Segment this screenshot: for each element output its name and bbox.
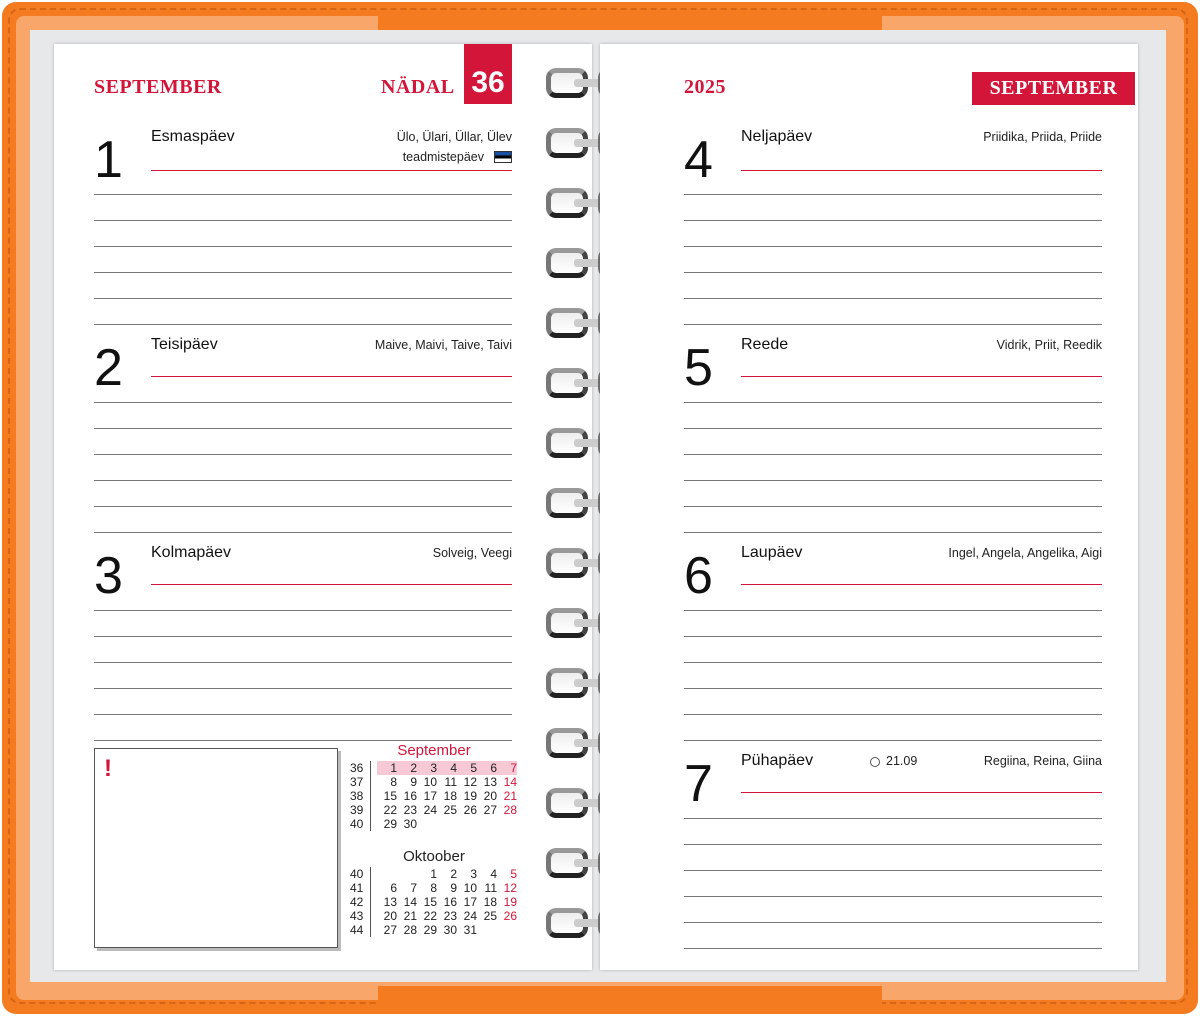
writing-line	[94, 324, 512, 325]
writing-line	[684, 844, 1102, 845]
writing-line	[94, 688, 512, 689]
writing-line	[684, 870, 1102, 871]
writing-line	[684, 610, 1102, 611]
week-number: 40	[350, 817, 364, 831]
week-number: 44	[350, 923, 364, 937]
mini-calendar-day: 25	[483, 909, 497, 923]
mini-calendar-day: 15	[383, 789, 397, 803]
mini-calendar-days	[377, 895, 517, 909]
day-number: 3	[94, 547, 123, 605]
writing-line	[684, 714, 1102, 715]
writing-line	[684, 272, 1102, 273]
week-number: 43	[350, 909, 364, 923]
mini-calendar-week-row	[350, 867, 518, 881]
mini-calendar-day: 10	[463, 881, 477, 895]
mini-calendar-days	[377, 817, 517, 831]
writing-line	[94, 246, 512, 247]
week-number-badge: 36	[464, 44, 512, 104]
mini-calendar-day: 1	[390, 761, 397, 775]
day-block-5	[684, 336, 1102, 536]
writing-line	[94, 454, 512, 455]
writing-line	[684, 532, 1102, 533]
mini-calendar-day: 28	[403, 923, 417, 937]
full-moon-icon	[870, 757, 880, 767]
mini-calendar-day: 6	[390, 881, 397, 895]
moon-date: 21.09	[886, 754, 918, 768]
mini-calendar-day: 5	[470, 761, 477, 775]
mini-calendar-day: 19	[463, 789, 477, 803]
holiday-label: teadmistepäev	[402, 150, 484, 164]
mini-calendar-days	[377, 775, 517, 789]
day-name: Kolmapäev	[151, 544, 232, 561]
mini-calendar-day	[397, 867, 417, 881]
mini-calendar-rows	[350, 761, 518, 831]
day-header-line	[151, 170, 512, 171]
mini-calendar-day: 26	[503, 909, 517, 923]
left-month-header: SEPTEMBER	[94, 76, 222, 98]
mini-calendar-day: 21	[503, 789, 517, 803]
week-number: 42	[350, 895, 364, 909]
mini-calendar-day: 21	[403, 909, 417, 923]
week-separator	[370, 909, 371, 923]
week-number: 36	[350, 761, 364, 775]
mini-calendar-days	[377, 803, 517, 817]
mini-calendar-day: 3	[470, 867, 477, 881]
mini-calendar-day: 4	[490, 867, 497, 881]
writing-line	[684, 480, 1102, 481]
writing-line	[94, 610, 512, 611]
writing-line	[684, 402, 1102, 403]
cover-band-top	[378, 10, 882, 32]
writing-line	[94, 220, 512, 221]
mini-calendar-day: 25	[443, 803, 457, 817]
right-page	[600, 44, 1138, 970]
week-separator	[370, 923, 371, 937]
mini-calendar-day: 12	[503, 881, 517, 895]
mini-calendar-day: 22	[383, 803, 397, 817]
mini-calendar-day: 6	[490, 761, 497, 775]
writing-line	[684, 506, 1102, 507]
mini-calendar-day: 4	[450, 761, 457, 775]
week-separator	[370, 895, 371, 909]
mini-calendar-day: 27	[483, 803, 497, 817]
mini-calendar-rows	[350, 867, 518, 937]
day-block-1	[94, 128, 512, 328]
mini-calendar-october	[350, 848, 518, 937]
day-number: 4	[684, 131, 713, 189]
writing-line	[684, 688, 1102, 689]
mini-calendar-day: 26	[463, 803, 477, 817]
mini-calendar-title: Oktoober	[403, 848, 465, 865]
mini-calendar-day: 7	[510, 761, 517, 775]
mini-calendar-day: 12	[463, 775, 477, 789]
day-name: Reede	[741, 336, 789, 353]
day-header-line	[741, 170, 1102, 171]
mini-calendar-week-row	[350, 803, 518, 817]
week-number: 40	[350, 867, 364, 881]
writing-line	[94, 298, 512, 299]
day-number: 7	[684, 755, 713, 813]
mini-calendar-day: 27	[383, 923, 397, 937]
mini-calendar-week-row	[350, 775, 518, 789]
mini-calendar-day	[477, 817, 497, 831]
day-header-line	[741, 584, 1102, 585]
estonian-flag-icon	[494, 151, 512, 163]
mini-calendar-day: 16	[443, 895, 457, 909]
mini-calendar-week-row	[350, 923, 518, 937]
mini-calendar-day	[477, 923, 497, 937]
day-name: Laupäev	[741, 544, 803, 561]
name-days: Ülo, Ülari, Üllar, Ülev	[396, 130, 512, 144]
day-block-2	[94, 336, 512, 536]
mini-calendar-day	[417, 817, 437, 831]
mini-calendar-days	[377, 923, 517, 937]
mini-calendar-day	[377, 867, 397, 881]
writing-line	[684, 818, 1102, 819]
writing-line	[94, 532, 512, 533]
writing-line	[94, 428, 512, 429]
mini-calendar-day: 3	[430, 761, 437, 775]
day-header-line	[151, 584, 512, 585]
week-separator	[370, 817, 371, 831]
mini-calendar-day: 17	[423, 789, 437, 803]
writing-line	[684, 896, 1102, 897]
mini-calendar-day: 1	[430, 867, 437, 881]
week-number: 41	[350, 881, 364, 895]
mini-calendar-day: 28	[503, 803, 517, 817]
cover-band-bottom	[378, 986, 882, 1008]
mini-calendar-day	[437, 817, 457, 831]
day-name: Teisipäev	[151, 336, 218, 353]
day-number: 2	[94, 339, 123, 397]
mini-calendar-day	[457, 817, 477, 831]
mini-calendar-day: 11	[484, 881, 497, 895]
mini-calendar-day: 29	[383, 817, 397, 831]
writing-line	[94, 636, 512, 637]
mini-calendar-day: 15	[423, 895, 437, 909]
day-block-4	[684, 128, 1102, 328]
mini-calendar-day: 29	[423, 923, 437, 937]
mini-calendar-day: 14	[503, 775, 517, 789]
week-number: 37	[350, 775, 364, 789]
day-header-line	[741, 376, 1102, 377]
left-page	[54, 44, 592, 970]
mini-calendar-days	[377, 789, 517, 803]
writing-line	[684, 298, 1102, 299]
mini-calendar-week-row	[350, 817, 518, 831]
notes-box[interactable]	[94, 748, 338, 948]
name-days: Priidika, Priida, Priide	[983, 130, 1102, 144]
mini-calendar-day	[497, 923, 517, 937]
writing-line	[684, 636, 1102, 637]
week-number: 38	[350, 789, 364, 803]
moon-phase	[870, 754, 917, 768]
name-days: Ingel, Angela, Angelika, Aigi	[948, 546, 1102, 560]
mini-calendar-day: 2	[450, 867, 457, 881]
mini-calendar-day	[497, 817, 517, 831]
mini-calendar-day: 9	[450, 881, 457, 895]
mini-calendar-day: 7	[410, 881, 417, 895]
day-number: 1	[94, 131, 123, 189]
name-days: Regiina, Reina, Giina	[983, 754, 1102, 768]
writing-line	[94, 662, 512, 663]
mini-calendar-day: 11	[444, 775, 457, 789]
writing-line	[684, 662, 1102, 663]
name-days: Vidrik, Priit, Reedik	[996, 338, 1102, 352]
day-name: Esmaspäev	[151, 128, 235, 145]
day-block-3	[94, 544, 512, 744]
week-separator	[370, 789, 371, 803]
mini-calendar-day: 9	[410, 775, 417, 789]
writing-line	[684, 194, 1102, 195]
mini-calendar-day: 18	[483, 895, 497, 909]
writing-line	[94, 194, 512, 195]
mini-calendar-days	[377, 881, 517, 895]
day-header-line	[151, 376, 512, 377]
week-separator	[370, 881, 371, 895]
mini-calendar-day: 24	[423, 803, 437, 817]
day-number: 5	[684, 339, 713, 397]
day-block-6	[684, 544, 1102, 744]
day-name: Neljapäev	[741, 128, 813, 145]
mini-calendar-day: 20	[383, 909, 397, 923]
year-header: 2025	[684, 76, 726, 98]
right-month-tag: SEPTEMBER	[972, 72, 1135, 105]
mini-calendar-week-row	[350, 761, 518, 775]
name-days: Maive, Maivi, Taive, Taivi	[374, 338, 512, 352]
mini-calendar-day: 19	[503, 895, 517, 909]
mini-calendar-days	[377, 909, 517, 923]
mini-calendar-day: 23	[443, 909, 457, 923]
mini-calendar-week-row	[350, 909, 518, 923]
mini-calendar-day: 23	[403, 803, 417, 817]
writing-line	[94, 480, 512, 481]
mini-calendar-week-row	[350, 881, 518, 895]
mini-calendar-day: 24	[463, 909, 477, 923]
writing-line	[684, 428, 1102, 429]
mini-calendar-day: 13	[383, 895, 397, 909]
writing-line	[684, 922, 1102, 923]
writing-line	[684, 740, 1102, 741]
mini-calendar-september	[350, 742, 518, 831]
writing-line	[684, 454, 1102, 455]
writing-line	[94, 740, 512, 741]
week-separator	[370, 803, 371, 817]
mini-calendar-title: September	[397, 742, 471, 759]
writing-line	[94, 506, 512, 507]
day-name: Pühapäev	[741, 752, 814, 769]
writing-line	[94, 714, 512, 715]
writing-line	[684, 324, 1102, 325]
week-separator	[370, 867, 371, 881]
mini-calendar-day: 18	[443, 789, 457, 803]
writing-line	[684, 948, 1102, 949]
mini-calendar-day: 30	[403, 817, 417, 831]
writing-line	[684, 220, 1102, 221]
mini-calendar-days	[377, 761, 517, 775]
mini-calendar-day: 14	[403, 895, 417, 909]
day-number: 6	[684, 547, 713, 605]
week-separator	[370, 775, 371, 789]
mini-calendar-day: 30	[443, 923, 457, 937]
writing-line	[684, 246, 1102, 247]
mini-calendar-day: 2	[410, 761, 417, 775]
mini-calendar-day: 17	[463, 895, 477, 909]
exclamation-mark: !	[104, 755, 112, 782]
mini-calendar-day: 13	[483, 775, 497, 789]
holiday-note	[403, 150, 512, 164]
mini-calendar-day: 8	[390, 775, 397, 789]
week-number: 39	[350, 803, 364, 817]
week-separator	[370, 761, 371, 775]
mini-calendar-day: 16	[403, 789, 417, 803]
day-header-line	[741, 792, 1102, 793]
mini-calendar-week-row	[350, 789, 518, 803]
mini-calendar-day: 20	[483, 789, 497, 803]
mini-calendar-week-row	[350, 895, 518, 909]
mini-calendar-day: 31	[463, 923, 477, 937]
mini-calendar-day: 5	[510, 867, 517, 881]
mini-calendar-days	[377, 867, 517, 881]
week-label: NÄDAL	[381, 76, 455, 98]
writing-line	[94, 272, 512, 273]
mini-calendar-day: 10	[423, 775, 437, 789]
mini-calendar-day: 8	[430, 881, 437, 895]
day-block-7	[684, 752, 1102, 952]
name-days: Solveig, Veegi	[432, 546, 512, 560]
mini-calendar-day: 22	[423, 909, 437, 923]
writing-line	[94, 402, 512, 403]
